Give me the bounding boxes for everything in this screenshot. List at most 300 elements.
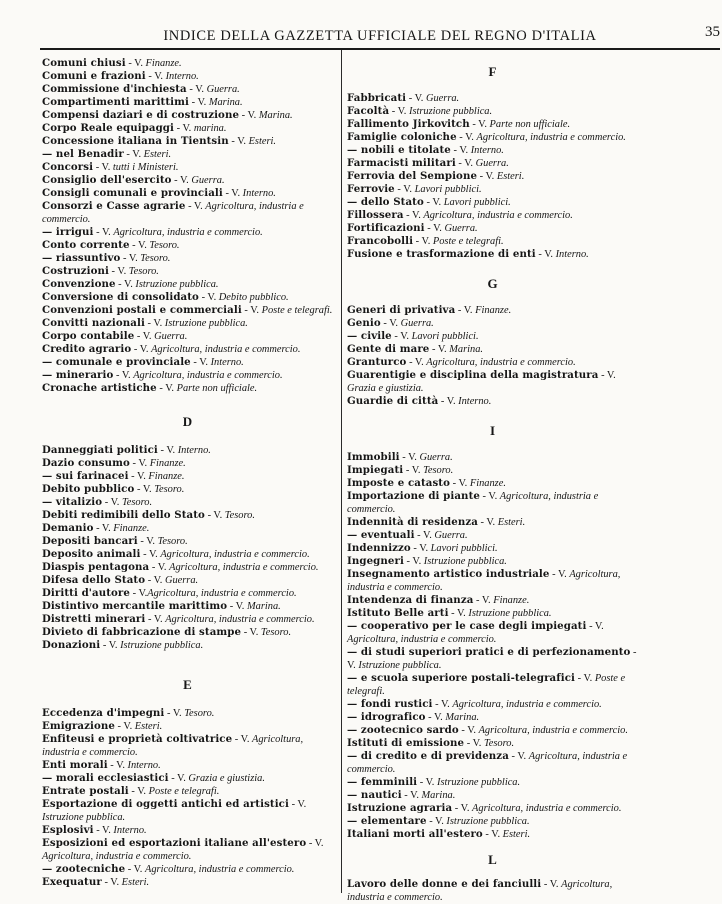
entry-term: — cooperativo per le case degli impiegati bbox=[347, 620, 587, 632]
index-entry bbox=[347, 183, 639, 196]
entry-ref: - V. bbox=[185, 201, 206, 212]
entry-ref: - V. bbox=[541, 879, 562, 890]
entry-topic: Interno. bbox=[242, 188, 276, 199]
entry-term: Istituto Belle arti bbox=[347, 607, 449, 619]
entry-ref: - V. bbox=[93, 227, 114, 238]
index-entry bbox=[347, 209, 639, 222]
entry-term: Compartimenti marittimi bbox=[42, 96, 189, 108]
index-entry bbox=[347, 451, 639, 464]
entry-topic: Finanze. bbox=[475, 305, 512, 316]
entry-topic: Guerra. bbox=[419, 452, 453, 463]
entry-term: Deposito animali bbox=[42, 548, 141, 560]
entry-term: Enti morali bbox=[42, 759, 108, 771]
index-entry bbox=[42, 70, 334, 83]
index-entry bbox=[42, 613, 334, 626]
entry-topic: Lavori pubblici. bbox=[411, 331, 479, 342]
section-f bbox=[347, 92, 639, 261]
index-entry bbox=[347, 802, 639, 815]
entry-term: — vitalizio bbox=[42, 496, 103, 508]
entry-term: Guarentigie e disciplina della magistratura bbox=[347, 369, 599, 381]
entry-topic: Agricoltura, industria e commercio. bbox=[476, 132, 626, 143]
entry-term: — comunale e provinciale bbox=[42, 356, 191, 368]
entry-term: Compensi daziari e di costruzione bbox=[42, 109, 240, 121]
entry-term: Fabbricati bbox=[347, 92, 407, 104]
entry-topic: Marina. bbox=[208, 97, 243, 108]
index-entry bbox=[42, 161, 334, 174]
entry-term: Concorsi bbox=[42, 161, 94, 173]
entry-ref: - V. bbox=[137, 536, 158, 547]
entry-term: — irrigui bbox=[42, 226, 94, 238]
entry-term: Demanio bbox=[42, 522, 94, 534]
entry-ref: - V. bbox=[125, 58, 146, 69]
entry-term: Indennità di residenza bbox=[347, 516, 478, 528]
entry-topic: Istruzione pubblica. bbox=[135, 279, 219, 290]
index-entry bbox=[347, 555, 639, 568]
index-entry bbox=[347, 317, 639, 330]
entry-term: Fusione e trasformazione di enti bbox=[347, 248, 536, 260]
entry-topic: Tesoro. bbox=[154, 484, 185, 495]
index-entry bbox=[347, 711, 639, 724]
entry-ref: - V. bbox=[174, 123, 194, 134]
section-letter-i: I bbox=[489, 423, 497, 438]
index-entry bbox=[347, 878, 639, 904]
entry-topic: Esteri. bbox=[496, 171, 525, 182]
entry-term: Francobolli bbox=[347, 235, 414, 247]
index-entry bbox=[347, 672, 639, 698]
index-entry bbox=[347, 144, 639, 157]
entry-term: Immobili bbox=[347, 451, 400, 463]
entry-term: Ingegneri bbox=[347, 555, 404, 567]
entry-term: Fortificazioni bbox=[347, 222, 425, 234]
index-entry bbox=[347, 542, 639, 555]
index-entry bbox=[347, 815, 639, 828]
entry-ref: - V. bbox=[128, 471, 149, 482]
index-entry bbox=[347, 776, 639, 789]
entry-term: — dello Stato bbox=[347, 196, 424, 208]
entry-topic: Istruzione pubblica. bbox=[42, 812, 126, 823]
entry-topic: Agricoltura, industria e commercio. bbox=[113, 227, 263, 238]
entry-ref: - V. bbox=[406, 357, 427, 368]
entry-term: Impiegati bbox=[347, 464, 404, 476]
entry-topic: Marina. bbox=[445, 712, 480, 723]
left-column bbox=[42, 57, 334, 889]
entry-term: Intendenza di finanza bbox=[347, 594, 474, 606]
entry-ref: - V. bbox=[549, 569, 570, 580]
entry-ref: - V. bbox=[129, 240, 150, 251]
index-entry bbox=[42, 639, 334, 652]
entry-term: — di studi superiori pratici e di perfezionamento bbox=[347, 646, 631, 658]
index-entry bbox=[42, 343, 334, 356]
entry-ref: - V. bbox=[145, 71, 166, 82]
entry-term: Dazio consumo bbox=[42, 457, 130, 469]
entry-topic: Interno. bbox=[470, 145, 504, 156]
index-entry bbox=[42, 239, 334, 252]
entry-term: Difesa dello Stato bbox=[42, 574, 146, 586]
entry-topic: Guerra. bbox=[206, 84, 240, 95]
entry-term: Famiglie coloniche bbox=[347, 131, 457, 143]
entry-ref: - V. bbox=[403, 210, 424, 221]
entry-ref: - V. bbox=[406, 93, 426, 104]
index-entry bbox=[347, 356, 639, 369]
entry-term: Ferrovie bbox=[347, 183, 395, 195]
entry-ref: - V. bbox=[417, 777, 437, 788]
entry-term: — di credito e di previdenza bbox=[347, 750, 509, 762]
entry-term: Consiglio dell'esercito bbox=[42, 174, 172, 186]
index-entry bbox=[347, 395, 639, 408]
entry-term: Divieto di fabbricazione di stampe bbox=[42, 626, 242, 638]
entry-term: Diritti d'autore bbox=[42, 587, 130, 599]
entry-topic: Guerra. bbox=[191, 175, 225, 186]
entry-term: — nautici bbox=[347, 789, 402, 801]
entry-topic: Tesoro. bbox=[483, 738, 515, 749]
entry-ref: - V. bbox=[438, 396, 459, 407]
index-entry bbox=[42, 278, 334, 291]
entry-topic: Agricoltura, industria e commercio. bbox=[478, 725, 628, 736]
entry-topic: Marina. bbox=[246, 601, 281, 612]
index-entry bbox=[42, 707, 334, 720]
entry-topic: Agricoltura, industria e commercio. bbox=[426, 357, 576, 368]
entry-term: — riassuntivo bbox=[42, 252, 121, 264]
entry-ref: - V. bbox=[380, 318, 401, 329]
entry-ref: - V. bbox=[108, 266, 129, 277]
entry-topic: Esteri. bbox=[134, 721, 163, 732]
entry-term: Insegnamento artistico industriale bbox=[347, 568, 550, 580]
entry-topic: Interno. bbox=[555, 249, 589, 260]
entry-ref: - V. bbox=[115, 279, 136, 290]
entry-ref: - V. bbox=[107, 760, 128, 771]
entry-term: Ferrovia del Sempione bbox=[347, 170, 478, 182]
entry-term: Eccedenza d'impegni bbox=[42, 707, 165, 719]
entry-ref: - V. bbox=[198, 292, 219, 303]
entry-ref: - V. bbox=[586, 621, 604, 632]
page-number: 35 bbox=[705, 24, 720, 40]
entry-term: Convenzioni postali e commerciali bbox=[42, 304, 242, 316]
entry-topic: Agricoltura, industria e commercio. bbox=[452, 699, 602, 710]
entry-topic: marina. bbox=[193, 123, 227, 134]
entry-ref: - V. bbox=[306, 838, 324, 849]
entry-term: Donazioni bbox=[42, 639, 101, 651]
index-entry bbox=[42, 226, 334, 239]
entry-term: Guardie di città bbox=[347, 395, 439, 407]
entry-topic: Esteri. bbox=[143, 149, 172, 160]
entry-term: Convenzione bbox=[42, 278, 116, 290]
entry-ref: - V. bbox=[156, 383, 177, 394]
entry-term: Esposizioni ed esportazioni italiane all'estero bbox=[42, 837, 307, 849]
index-entry bbox=[42, 265, 334, 278]
entry-ref: - V. bbox=[477, 171, 497, 182]
index-entry bbox=[42, 291, 334, 304]
index-entry bbox=[347, 646, 639, 672]
entry-ref: - V. bbox=[482, 829, 503, 840]
index-entry bbox=[42, 470, 334, 483]
entry-ref: - V. bbox=[101, 877, 122, 888]
entry-topic: Guerra. bbox=[475, 158, 509, 169]
index-entry bbox=[347, 698, 639, 711]
index-entry bbox=[42, 369, 334, 382]
entry-ref: - V. bbox=[114, 721, 135, 732]
index-entry bbox=[347, 369, 639, 395]
index-entry bbox=[347, 235, 639, 248]
section-letter-e: E bbox=[183, 677, 193, 692]
entry-topic: Esteri. bbox=[497, 517, 526, 528]
entry-ref: - V. bbox=[140, 549, 161, 560]
entry-topic: tutti i Ministeri. bbox=[112, 162, 179, 173]
page-header bbox=[40, 18, 720, 50]
entry-term: Genio bbox=[347, 317, 381, 329]
entry-ref: - V. bbox=[171, 175, 192, 186]
entry-term: Corpo Reale equipaggi bbox=[42, 122, 175, 134]
entry-ref: - V. bbox=[452, 803, 473, 814]
entry-topic: Finanze. bbox=[113, 523, 150, 534]
entry-ref: - V. bbox=[125, 864, 145, 875]
index-entry bbox=[42, 457, 334, 470]
entry-ref: - V. bbox=[414, 530, 435, 541]
entry-topic: Istruzione pubblica. bbox=[436, 777, 521, 788]
entry-ref: - V. bbox=[232, 734, 253, 745]
index-entry bbox=[347, 196, 639, 209]
entry-term: Comuni chiusi bbox=[42, 57, 126, 69]
entry-topic: Grazia e giustizia. bbox=[188, 773, 265, 784]
index-entry bbox=[347, 464, 639, 477]
index-entry bbox=[347, 330, 639, 343]
entry-ref: - V. bbox=[477, 517, 498, 528]
entry-term: Conto corrente bbox=[42, 239, 130, 251]
entry-topic: Esteri. bbox=[502, 829, 531, 840]
entry-term: Fillossera bbox=[347, 209, 404, 221]
entry-ref: - V. bbox=[448, 608, 469, 619]
entry-ref: - V. bbox=[455, 305, 476, 316]
entry-topic: Tesoro. bbox=[128, 266, 159, 277]
entry-ref: - V. bbox=[129, 588, 148, 599]
entry-topic: Guerra. bbox=[425, 93, 460, 104]
entry-ref: - V. bbox=[456, 132, 477, 143]
entry-topic: Agricoltura, industria e commercio. bbox=[169, 562, 319, 573]
entry-topic: Agricoltura, industria e commercio. bbox=[472, 803, 622, 814]
entry-topic: Finanze. bbox=[493, 595, 530, 606]
entry-term: — zootecniche bbox=[42, 863, 126, 875]
entry-term: Generi di privativa bbox=[347, 304, 456, 316]
index-entry bbox=[347, 131, 639, 144]
entry-term: — femminili bbox=[347, 776, 418, 788]
entry-ref: - V. bbox=[403, 465, 424, 476]
entry-ref: - V. bbox=[134, 484, 155, 495]
entry-term: — nel Benadir bbox=[42, 148, 124, 160]
index-entry bbox=[347, 516, 639, 529]
entry-topic: Agricoltura, industria e commercio. bbox=[165, 614, 315, 625]
entry-topic: Finanze. bbox=[469, 478, 506, 489]
entry-term: Convitti nazionali bbox=[42, 317, 145, 329]
entry-ref: - V. bbox=[473, 595, 494, 606]
entry-ref: - V. bbox=[399, 452, 420, 463]
entry-ref: - V. bbox=[423, 197, 444, 208]
index-entry bbox=[42, 317, 334, 330]
entry-ref: - V. bbox=[410, 543, 431, 554]
section-l bbox=[347, 878, 639, 904]
entry-topic: Poste e telegrafi. bbox=[347, 673, 626, 697]
entry-topic: Tesoro. bbox=[149, 240, 180, 251]
entry-topic: Agricoltura, industria e commercio. bbox=[151, 344, 301, 355]
entry-ref: - V. bbox=[288, 799, 307, 810]
entry-term: Costruzioni bbox=[42, 265, 109, 277]
entry-term: — eventuali bbox=[347, 529, 415, 541]
entry-topic: Guerra. bbox=[400, 318, 434, 329]
index-entry bbox=[347, 789, 639, 802]
index-entry bbox=[347, 248, 639, 261]
entry-term: Importazione di piante bbox=[347, 490, 480, 502]
index-entry bbox=[42, 122, 334, 135]
entry-term: — idrografico bbox=[347, 711, 426, 723]
entry-term: Fallimento Jirkovitch bbox=[347, 118, 470, 130]
entry-topic: Debito pubblico. bbox=[218, 292, 289, 303]
section-letter-f: F bbox=[488, 64, 498, 79]
entry-topic: Istruzione pubblica. bbox=[468, 608, 552, 619]
entry-term: Depositi bancari bbox=[42, 535, 138, 547]
index-entry bbox=[42, 587, 334, 600]
entry-ref: - V. bbox=[239, 110, 259, 121]
entry-ref: - V. bbox=[403, 556, 424, 567]
entry-topic: Tesoro. bbox=[184, 708, 215, 719]
right-column bbox=[347, 57, 639, 904]
entry-topic: Istruzione pubblica. bbox=[408, 106, 493, 117]
section-d bbox=[42, 444, 334, 652]
index-entry bbox=[42, 356, 334, 369]
entry-ref: - V. bbox=[241, 305, 262, 316]
page-title: INDICE DELLA GAZZETTA UFFICIALE DEL REGNO D'ITALIA bbox=[163, 28, 597, 44]
entry-ref: - V. bbox=[598, 370, 616, 381]
index-entry bbox=[347, 607, 639, 620]
entry-ref: - V. bbox=[426, 816, 447, 827]
entry-ref: - V. bbox=[429, 344, 450, 355]
entry-ref: - V. bbox=[128, 786, 149, 797]
entry-topic: Agricoltura, industria e commercio. bbox=[145, 864, 295, 875]
index-entry bbox=[347, 304, 639, 317]
entry-ref: - V. bbox=[129, 458, 150, 469]
index-entry bbox=[42, 83, 334, 96]
entry-term: Concessione italiana in Tientsin bbox=[42, 135, 229, 147]
entry-ref: - V. bbox=[186, 84, 207, 95]
entry-term: Esplosivi bbox=[42, 824, 94, 836]
index-entry bbox=[347, 490, 639, 516]
index-entry bbox=[347, 157, 639, 170]
entry-topic: Istruzione pubblica. bbox=[358, 660, 442, 671]
entry-ref: - V. bbox=[157, 445, 178, 456]
entry-term: — civile bbox=[347, 330, 392, 342]
entry-ref: - V. bbox=[413, 236, 433, 247]
index-entry bbox=[347, 750, 639, 776]
entry-term: Enfiteusi e proprietà coltivatrice bbox=[42, 733, 233, 745]
entry-topic: Tesoro. bbox=[140, 253, 171, 264]
index-entry bbox=[42, 772, 334, 785]
entry-ref: - V. bbox=[149, 562, 170, 573]
entry-topic: Lavori pubblici. bbox=[443, 197, 511, 208]
section-letter-d: D bbox=[182, 414, 194, 429]
entry-topic: Tesoro. bbox=[423, 465, 454, 476]
index-entry bbox=[347, 568, 639, 594]
index-entry bbox=[347, 620, 639, 646]
index-entry bbox=[347, 92, 639, 105]
entry-term: Corpo contabile bbox=[42, 330, 135, 342]
entry-ref: - V. bbox=[134, 331, 155, 342]
index-entry bbox=[42, 483, 334, 496]
index-entry bbox=[42, 863, 334, 876]
index-entry bbox=[42, 109, 334, 122]
entry-term: — minerario bbox=[42, 369, 114, 381]
entry-term: Debito pubblico bbox=[42, 483, 135, 495]
entry-topic: Agricoltura, industria e commercio. bbox=[133, 370, 283, 381]
index-entry bbox=[42, 785, 334, 798]
index-entry bbox=[347, 529, 639, 542]
entry-topic: Tesoro. bbox=[260, 627, 292, 638]
entry-topic: Agricoltura, industria e commercio. bbox=[160, 549, 310, 560]
entry-topic: Guerra. bbox=[444, 223, 478, 234]
index-entry bbox=[42, 733, 334, 759]
index-entry bbox=[347, 594, 639, 607]
entry-topic: Interno. bbox=[165, 71, 199, 82]
entry-term: Farmacisti militari bbox=[347, 157, 456, 169]
entry-topic: Agricoltura, industria e commercio. bbox=[42, 734, 304, 758]
index-entry bbox=[42, 57, 334, 70]
index-entry bbox=[347, 118, 639, 131]
entry-term: Cronache artistiche bbox=[42, 382, 157, 394]
entry-topic: Marina. bbox=[258, 110, 293, 121]
entry-topic: Guerra. bbox=[434, 530, 468, 541]
entry-term: Credito agrario bbox=[42, 343, 132, 355]
entry-term: Granturco bbox=[347, 356, 407, 368]
entry-topic: Istruzione pubblica. bbox=[120, 640, 204, 651]
entry-ref: - V. bbox=[227, 601, 247, 612]
index-entry bbox=[42, 535, 334, 548]
entry-term: Emigrazione bbox=[42, 720, 115, 732]
index-entry bbox=[42, 382, 334, 395]
entry-ref: - V. bbox=[145, 614, 166, 625]
entry-topic: Marina. bbox=[449, 344, 484, 355]
entry-topic: Finanze. bbox=[149, 458, 186, 469]
index-entry bbox=[42, 720, 334, 733]
entry-term: Consorzi e Casse agrarie bbox=[42, 200, 186, 212]
entry-topic: Esteri. bbox=[248, 136, 276, 147]
entry-ref: - V. bbox=[424, 223, 445, 234]
entry-ref: - V. bbox=[574, 673, 595, 684]
entry-ref: - V. bbox=[425, 712, 446, 723]
index-entry bbox=[42, 876, 334, 889]
index-entry bbox=[42, 200, 334, 226]
entry-term: Distintivo mercantile marittimo bbox=[42, 600, 228, 612]
entry-topic: Finanze. bbox=[145, 58, 182, 69]
entry-topic: Agricoltura, industria e commercio. bbox=[42, 851, 192, 862]
entry-ref: - V. bbox=[450, 145, 471, 156]
index-entry bbox=[347, 477, 639, 490]
entry-ref: - V. bbox=[189, 97, 209, 108]
entry-topic: Interno. bbox=[210, 357, 244, 368]
entry-topic: Interno. bbox=[177, 445, 211, 456]
index-entry bbox=[42, 798, 334, 824]
index-entry bbox=[42, 148, 334, 161]
entry-ref: - V. bbox=[144, 318, 165, 329]
section-letter-g: G bbox=[487, 276, 499, 291]
index-entry bbox=[42, 522, 334, 535]
index-entry bbox=[347, 343, 639, 356]
entry-ref: - V. bbox=[145, 575, 165, 586]
section-c bbox=[42, 57, 334, 395]
index-entry bbox=[42, 509, 334, 522]
entry-topic: Agricoltura, industria e commercio. bbox=[423, 210, 573, 221]
index-entry bbox=[42, 759, 334, 772]
entry-term: — elementare bbox=[347, 815, 427, 827]
index-entry bbox=[42, 574, 334, 587]
entry-term: Conversione di consolidato bbox=[42, 291, 199, 303]
entry-ref: - V. bbox=[535, 249, 556, 260]
entry-topic: Istruzione pubblica. bbox=[423, 556, 507, 567]
